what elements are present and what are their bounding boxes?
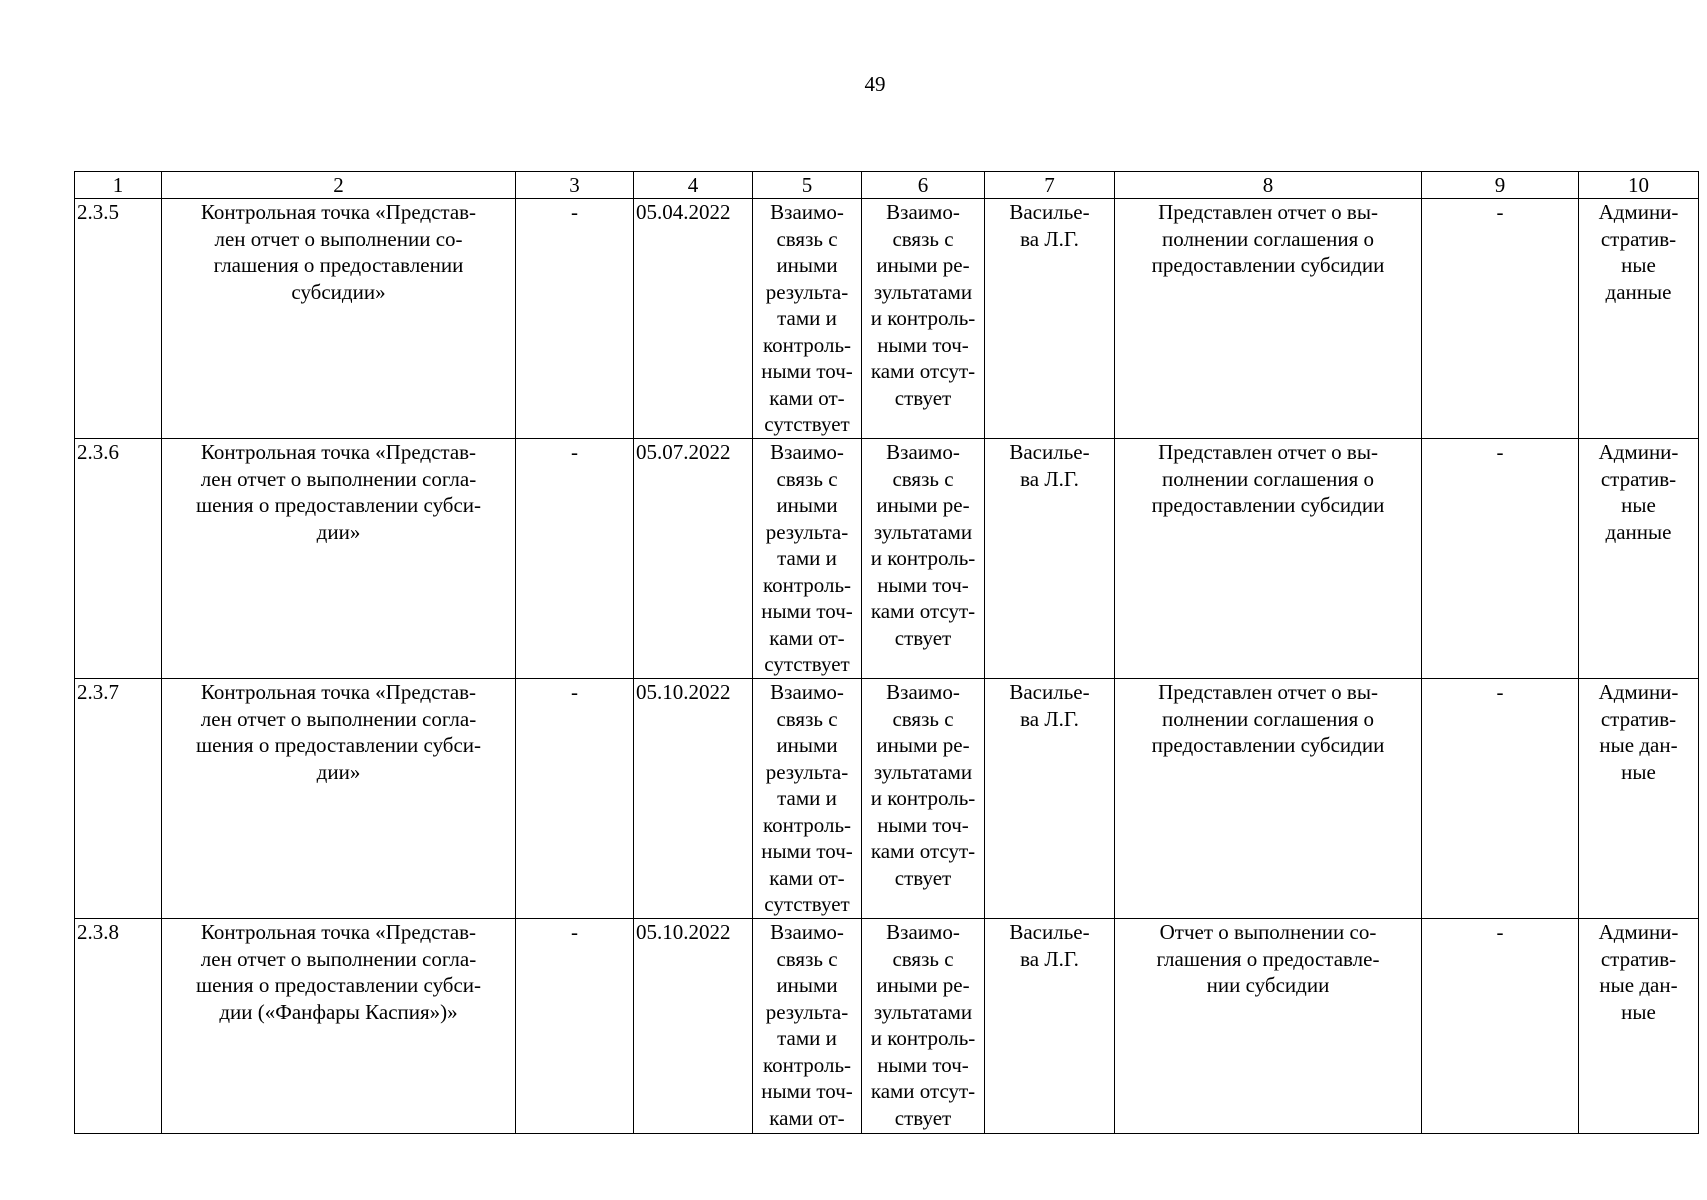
row-date-text: 05.10.2022 xyxy=(636,920,731,944)
row-responsible xyxy=(985,199,1115,439)
column-header: 6 xyxy=(862,172,985,199)
header-row xyxy=(75,172,1699,199)
row-name xyxy=(162,679,516,919)
column-header: 5 xyxy=(753,172,862,199)
row-col5-text: Взаимо- связь с иными результа- тами и контроль- ными точ- ками от- xyxy=(761,920,853,1130)
row-responsible xyxy=(985,439,1115,679)
row-col6-text: Взаимо- связь с иными ре- зультатами и контроль- ными точ- ками отсут- ствует xyxy=(870,440,976,650)
row-col5-text: Взаимо- связь с иными результа- тами и контроль- ными точ- ками от- сутствует xyxy=(761,440,853,676)
row-name xyxy=(162,439,516,679)
row-name-text: Контрольная точка «Представ- лен отчет о выполнении согла- шения о предоставлении субси- дии («Фанфары Каспия»)» xyxy=(195,920,482,1024)
page-number: 49 xyxy=(864,72,886,96)
row-responsible-text: Василье- ва Л.Г. xyxy=(1009,440,1090,491)
row-col6-text: Взаимо- связь с иными ре- зультатами и контроль- ными точ- ками отсут- ствует xyxy=(870,680,976,890)
row-col3: - xyxy=(516,919,634,1134)
row-col5 xyxy=(753,679,862,919)
row-name xyxy=(162,919,516,1134)
table-row xyxy=(75,439,1699,679)
row-date-text: 05.04.2022 xyxy=(636,200,731,224)
row-id: 2.3.5 xyxy=(75,199,162,439)
row-date xyxy=(634,199,753,439)
row-col6-text: Взаимо- связь с иными ре- зультатами и контроль- ными точ- ками отсут- ствует xyxy=(870,920,976,1130)
row-col6 xyxy=(862,919,985,1134)
column-header: 1 xyxy=(75,172,162,199)
column-header: 8 xyxy=(1115,172,1422,199)
row-source-text: Админи- стратив- ные дан- ные xyxy=(1598,920,1679,1024)
column-header: 7 xyxy=(985,172,1115,199)
column-header: 2 xyxy=(162,172,516,199)
row-id: 2.3.7 xyxy=(75,679,162,919)
column-header: 4 xyxy=(634,172,753,199)
row-col6-text: Взаимо- связь с иными ре- зультатами и контроль- ными точ- ками отсут- ствует xyxy=(870,200,976,410)
row-date xyxy=(634,439,753,679)
column-header: 3 xyxy=(516,172,634,199)
row-name-text: Контрольная точка «Представ- лен отчет о выполнении согла- шения о предоставлении субси- дии» xyxy=(195,680,482,784)
table-row xyxy=(75,199,1699,439)
row-col5 xyxy=(753,919,862,1134)
row-responsible-text: Василье- ва Л.Г. xyxy=(1009,680,1090,731)
row-col3: - xyxy=(516,679,634,919)
row-source xyxy=(1579,439,1699,679)
table-row xyxy=(75,679,1699,919)
row-date xyxy=(634,919,753,1134)
row-responsible xyxy=(985,919,1115,1134)
row-col5-text: Взаимо- связь с иными результа- тами и контроль- ными точ- ками от- сутствует xyxy=(761,200,853,436)
row-id: 2.3.8 xyxy=(75,919,162,1134)
row-col5-text: Взаимо- связь с иными результа- тами и контроль- ными точ- ками от- сутствует xyxy=(761,680,853,916)
row-document-text: Представлен отчет о вы- полнении соглашения о предоставлении субсидии xyxy=(1151,680,1385,757)
row-col9: - xyxy=(1422,439,1579,679)
row-id: 2.3.6 xyxy=(75,439,162,679)
row-document-text: Представлен отчет о вы- полнении соглашения о предоставлении субсидии xyxy=(1151,200,1385,277)
row-document-text: Представлен отчет о вы- полнении соглашения о предоставлении субсидии xyxy=(1151,440,1385,517)
row-source xyxy=(1579,199,1699,439)
row-col6 xyxy=(862,679,985,919)
row-name xyxy=(162,199,516,439)
row-date-text: 05.10.2022 xyxy=(636,680,731,704)
row-source-text: Админи- стратив- ные данные xyxy=(1598,440,1679,544)
row-responsible xyxy=(985,679,1115,919)
row-date xyxy=(634,679,753,919)
row-col9: - xyxy=(1422,199,1579,439)
row-responsible-text: Василье- ва Л.Г. xyxy=(1009,200,1090,251)
row-source xyxy=(1579,919,1699,1134)
control-points-table xyxy=(74,171,1699,1134)
row-col6 xyxy=(862,199,985,439)
row-col9: - xyxy=(1422,679,1579,919)
row-col6 xyxy=(862,439,985,679)
table-row xyxy=(75,919,1699,1134)
row-date-text: 05.07.2022 xyxy=(636,440,731,464)
row-col9: - xyxy=(1422,919,1579,1134)
row-col5 xyxy=(753,439,862,679)
column-header: 9 xyxy=(1422,172,1579,199)
row-name-text: Контрольная точка «Представ- лен отчет о выполнении со- глашения о предоставлении субсидии» xyxy=(200,200,477,304)
row-col5 xyxy=(753,199,862,439)
row-document-text: Отчет о выполнении со- глашения о предоставле- нии субсидии xyxy=(1156,920,1380,997)
row-document xyxy=(1115,679,1422,919)
row-col3: - xyxy=(516,199,634,439)
row-source xyxy=(1579,679,1699,919)
row-document xyxy=(1115,919,1422,1134)
row-responsible-text: Василье- ва Л.Г. xyxy=(1009,920,1090,971)
row-document xyxy=(1115,439,1422,679)
row-document xyxy=(1115,199,1422,439)
row-source-text: Админи- стратив- ные дан- ные xyxy=(1598,680,1679,784)
column-header: 10 xyxy=(1579,172,1699,199)
row-name-text: Контрольная точка «Представ- лен отчет о выполнении согла- шения о предоставлении субси- дии» xyxy=(195,440,482,544)
row-col3: - xyxy=(516,439,634,679)
row-source-text: Админи- стратив- ные данные xyxy=(1598,200,1679,304)
